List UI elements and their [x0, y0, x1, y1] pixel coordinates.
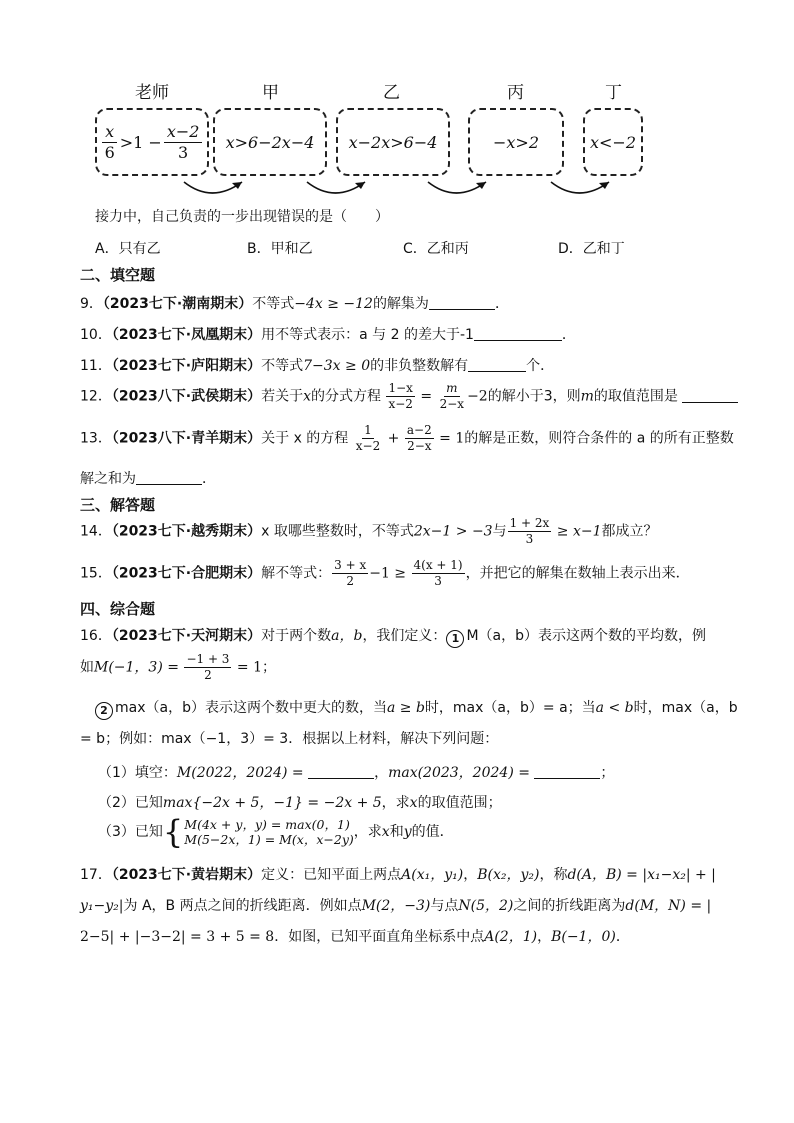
relay-arrow [303, 170, 373, 200]
relay-box-yi: x−2x>6−4 [336, 108, 450, 176]
fraction: $\frac{1-x}{x-2}$ [388, 381, 413, 411]
section-heading-comprehensive: 四、综合题 [80, 600, 156, 618]
answer-blank[interactable] [682, 388, 738, 403]
fraction: $\frac{3 + x}{2}$ [334, 558, 367, 588]
question-16-line-3: 2 max（a，b）表示这两个数中更大的数，当a ≥ b时，max（a，b）= a；当a < b时，max（a，b [95, 697, 738, 720]
relay-arrow [424, 170, 494, 200]
q8-stem: 接力中，自己负责的一步出现错误的是（ ） [95, 209, 389, 225]
fraction: $\frac{a-2}{2-x}$ [406, 423, 432, 453]
answer-blank[interactable] [308, 764, 374, 779]
q8-option-c: C．乙和丙 [403, 241, 469, 257]
question-16-part-2: （2）已知max{−2x + 5，−1} = −2x + 5，求x的取值范围； [98, 795, 502, 811]
q8-option-b: B．甲和乙 [247, 241, 313, 257]
question-12: 12．（2023八下·武侯期末）若关于x的分式方程 $\frac{1-x}{x-2}$ = $\frac{m}{2-x}$ −2的解小于3，则m的取值范围是 [80, 381, 738, 412]
relay-box-bing: −x>2 [468, 108, 564, 176]
fraction: $\frac{1}{x-2}$ [355, 423, 381, 453]
fraction: $\frac{x}{6}$ [102, 122, 118, 163]
relay-head-ding: 丁 [605, 83, 622, 103]
question-17-line-2: y₁−y₂|为 A，B 两点之间的折线距离．例如点M(2，−3)与点N(5，2)之间的折线距离为d(M，N) = | [80, 898, 712, 914]
question-9: 9．（2023七下·潮南期末）不等式−4x ≥ −12的解集为 ． [80, 296, 509, 312]
circled-number: 2 [95, 702, 113, 720]
relay-arrow [180, 170, 250, 200]
relay-box-teacher: $\frac{x}{6}$ >1 − $\frac{x-2}{3}$ [95, 108, 209, 176]
q8-option-d: D．乙和丁 [558, 241, 625, 257]
answer-blank[interactable] [136, 470, 202, 485]
question-13: 13．（2023八下·青羊期末）关于 x 的方程 $\frac{1}{x-2}$ + $\frac{a-2}{2-x}$ = 1的解是正数，则符合条件的 a 的所有正整数 [80, 423, 734, 453]
relay-head-yi: 乙 [383, 83, 400, 103]
section-heading-answer: 三、解答题 [80, 496, 156, 514]
question-10: 10．（2023七下·凤凰期末）用不等式表示：a 与 2 的差大于-1 ． [80, 327, 576, 343]
question-16: 16．（2023七下·天河期末）对于两个数a，b，我们定义： 1 M（a，b）表示这两个数的平均数，例 [80, 625, 706, 648]
fraction: $\frac{-1 + 3}{2}$ [186, 652, 230, 682]
equation-system: { M(4x + y，y) = max(0，1) M(5−2x，1) = M(x，x−2y) [162, 813, 354, 851]
question-16-line-2: 如M(−1，3) = $\frac{-1 + 3}{2}$ = 1； [80, 652, 276, 682]
answer-blank[interactable] [429, 295, 495, 310]
relay-box-jia: x>6−2x−4 [213, 108, 327, 176]
answer-blank[interactable] [468, 357, 526, 372]
q8-option-a: A．只有乙 [95, 241, 161, 257]
fraction: $\frac{4(x + 1)}{3}$ [413, 558, 463, 588]
fraction: $\frac{m}{2-x}$ [439, 381, 465, 411]
fraction: $\frac{x-2}{3}$ [164, 122, 203, 163]
answer-blank[interactable] [534, 764, 600, 779]
question-11: 11．（2023七下·庐阳期末）不等式7−3x ≥ 0的非负整数解有 个． [80, 358, 555, 374]
circled-number: 1 [446, 630, 464, 648]
question-16-part-3: （3）已知 { M(4x + y，y) = max(0，1) M(5−2x，1) = M(x，x−2y) ，求x和y的值． [98, 813, 454, 851]
relay-head-bing: 丙 [507, 83, 524, 103]
question-16-line-4: = b；例如：max（−1，3）= 3．根据以上材料，解决下列问题： [80, 731, 499, 747]
question-15: 15．（2023七下·合肥期末）解不等式： $\frac{3 + x}{2}$ −1 ≥ $\frac{4(x + 1)}{3}$ ，并把它的解集在数轴上表示出来． [80, 558, 690, 588]
question-16-part-1: （1）填空：M(2022，2024) = ，max(2023，2024) = ； [98, 765, 615, 781]
fraction: $\frac{1 + 2x}{3}$ [509, 516, 550, 546]
relay-head-jia: 甲 [262, 83, 279, 103]
relay-head-teacher: 老师 [135, 83, 169, 103]
section-heading-fill: 二、填空题 [80, 266, 156, 284]
question-17: 17．（2023七下·黄岩期末）定义：已知平面上两点A(x₁，y₁)，B(x₂，y₂)，称d(A，B) = |x₁−x₂| + | [80, 867, 716, 883]
relay-arrow [547, 170, 617, 200]
relay-box-ding: x<−2 [583, 108, 643, 176]
question-14: 14．（2023七下·越秀期末）x 取哪些整数时，不等式2x−1 > −3与 $\frac{1 + 2x}{3}$ ≥ x−1都成立？ [80, 516, 658, 546]
question-17-line-3: 2−5| + |−3−2| = 3 + 5 = 8．如图，已知平面直角坐标系中点A(2，1)，B(−1，0)． [80, 929, 630, 945]
answer-blank[interactable] [474, 326, 562, 341]
question-13-line-2: 解之和为 ． [80, 471, 216, 487]
